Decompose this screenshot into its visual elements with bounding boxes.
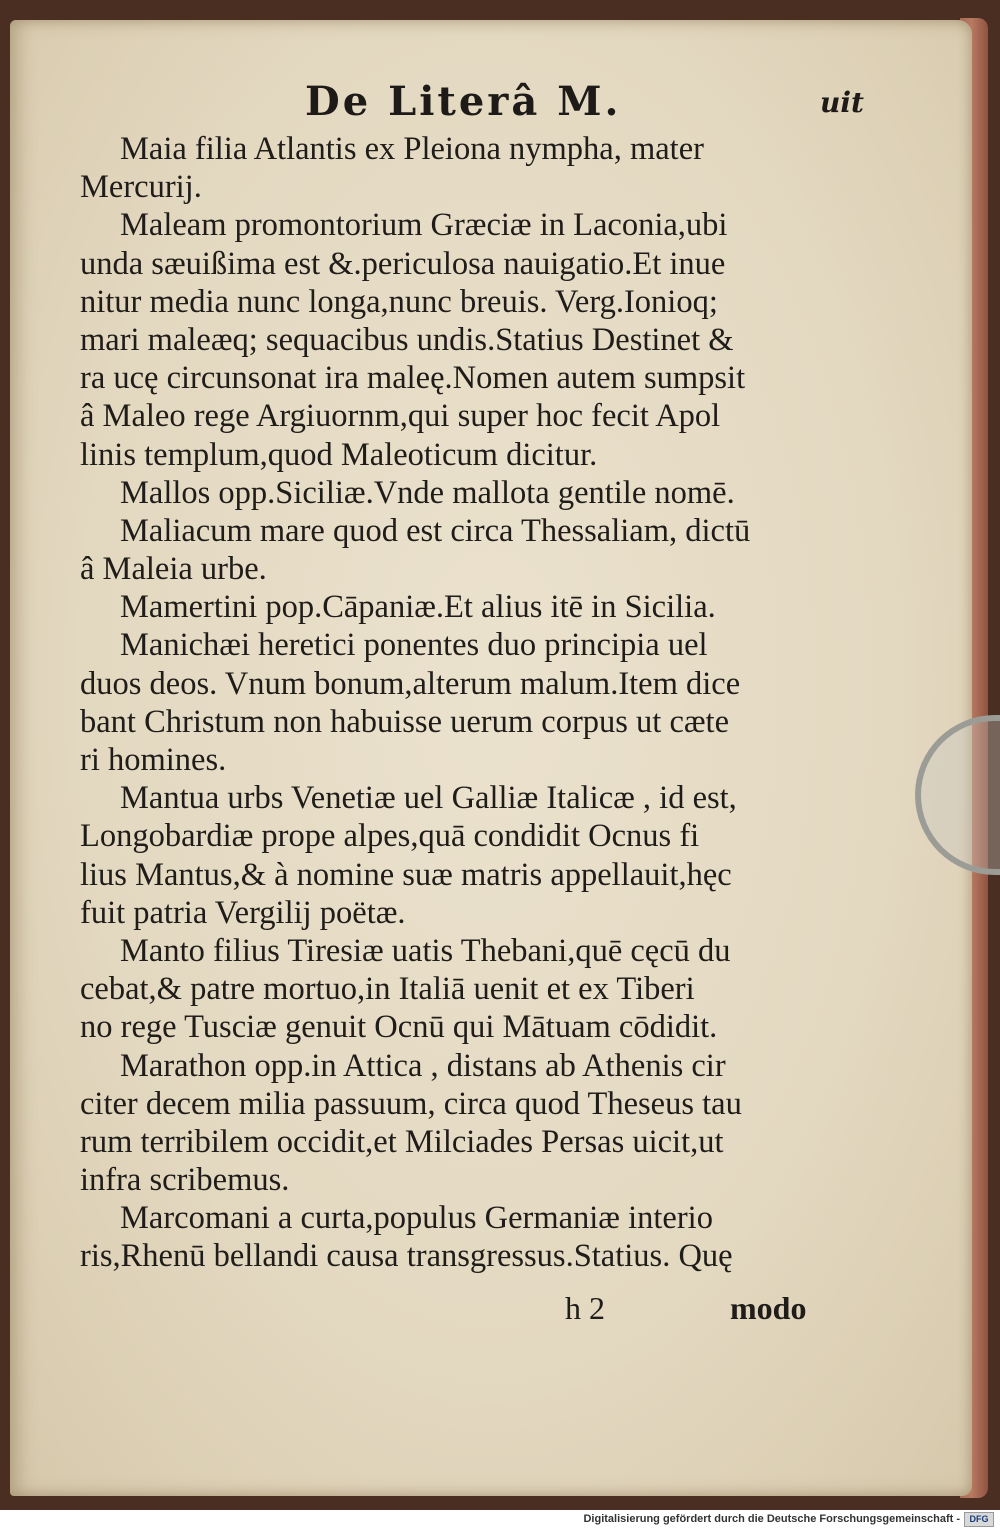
- entry-line: nitur media nunc longa,nunc breuis. Verg.Ionioq;: [80, 283, 718, 320]
- entry-first-line: Maleam promontorium Græciæ in Laconia,ubi: [120, 207, 728, 244]
- entry-line: lius Mantus,& à nomine suæ matris appellauit,hęc: [80, 856, 732, 893]
- folio-number: uit: [820, 86, 864, 119]
- running-title: De Literâ M.: [305, 78, 622, 125]
- dfg-logo: DFG: [964, 1512, 994, 1527]
- entry-first-line: Mantua urbs Venetiæ uel Galliæ Italicæ , id est,: [120, 780, 737, 817]
- credit-bar: [0, 1510, 1000, 1530]
- entry-line: ri homines.: [80, 742, 227, 778]
- entry-first-line: Maia filia Atlantis ex Pleiona nympha, mater: [120, 131, 704, 167]
- entry-first-line: Manichæi heretici ponentes duo principia uel: [120, 627, 708, 664]
- catchword: modo: [730, 1290, 807, 1326]
- entry-first-line: Mallos opp.Siciliæ.Vnde mallota gentile nomē.: [120, 474, 735, 511]
- entry-line: citer decem milia passuum, circa quod Theseus tau: [80, 1085, 742, 1122]
- entry-first-line: Marathon opp.in Attica , distans ab Athenis cir: [120, 1047, 726, 1084]
- entry-line: rum terribilem occidit,et Milciades Persas uicit,ut: [80, 1123, 724, 1160]
- entry-line: cebat,& patre mortuo,in Italiā uenit et ex Tiberi: [80, 971, 695, 1008]
- entry-line: unda sæuißima est &.periculosa nauigatio.Et inue: [80, 245, 726, 282]
- entry-line: duos deos. Vnum bonum,alterum malum.Item dice: [80, 665, 741, 702]
- entry-line: linis templum,quod Maleoticum dicitur.: [80, 436, 598, 473]
- entry-line: no rege Tusciæ genuit Ocnū qui Mātuam cōdidit.: [80, 1009, 718, 1046]
- entry-line: â Maleia urbe.: [80, 551, 267, 588]
- entry-line: â Maleo rege Argiuornm,qui super hoc fecit Apol: [80, 398, 721, 435]
- entry-line: mari maleæq; sequacibus undis.Statius Destinet &: [80, 321, 734, 358]
- entry-line: infra scribemus.: [80, 1162, 290, 1199]
- entry-line: Longobardiæ prope alpes,quā condidit Ocnus fi: [80, 818, 700, 855]
- entry-first-line: Mamertini pop.Cāpaniæ.Et alius itē in Sicilia.: [120, 589, 716, 626]
- credit-text: Digitalisierung gefördert durch die Deutsche Forschungsgemeinschaft -: [583, 1513, 960, 1525]
- page-header: [0, 78, 1000, 128]
- entry-line: ris,Rhenū bellandi causa transgressus.Statius. Quę: [80, 1238, 733, 1275]
- signature-mark: h 2: [565, 1290, 605, 1326]
- entry-first-line: Maliacum mare quod est circa Thessaliam, dictū: [120, 512, 751, 549]
- entry-line: bant Christum non habuisse uerum corpus ut cæte: [80, 703, 730, 740]
- entry-line: Mercurij.: [80, 169, 202, 206]
- entry-line: fuit patria Vergilij poëtæ.: [80, 894, 406, 931]
- entry-line: ra ucę circunsonat ira maleę.Nomen autem sumpsit: [80, 360, 746, 397]
- page-text: [80, 130, 880, 1276]
- entry-first-line: Manto filius Tiresiæ uatis Thebani,quē cęcū du: [120, 932, 731, 969]
- page-footer: [0, 1290, 1000, 1340]
- entry-first-line: Marcomani a curta,populus Germaniæ interio: [120, 1200, 713, 1237]
